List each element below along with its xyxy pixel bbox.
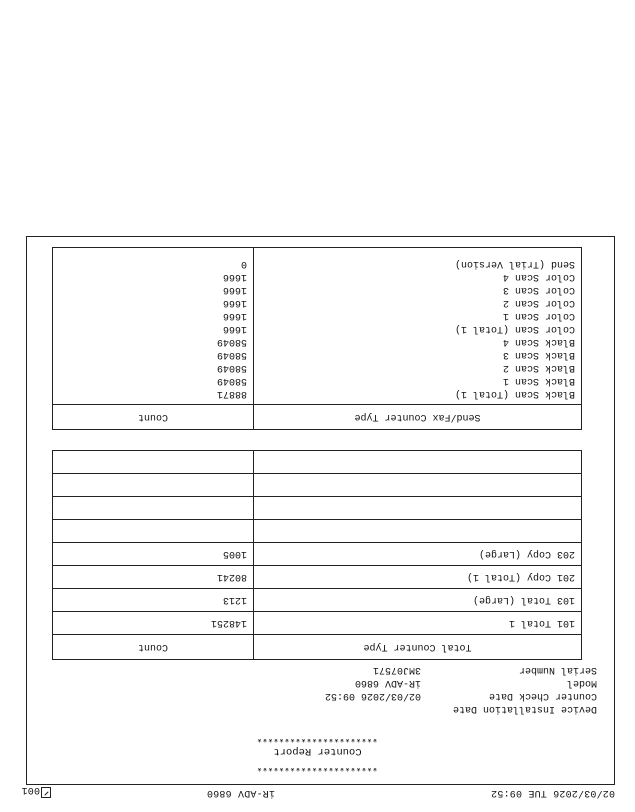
- counter-type: Black Scan 2: [502, 362, 575, 373]
- send-fax-count-list: [53, 248, 254, 405]
- counter-type: Color Scan (Total 1): [454, 323, 575, 334]
- send-fax-body: [53, 248, 582, 405]
- counter-count: 1666: [222, 284, 247, 295]
- fax-page-number: 001: [21, 784, 40, 795]
- counter-count: 1666: [222, 310, 247, 321]
- counter-type: [254, 520, 582, 543]
- counter-count: 1005: [53, 543, 254, 566]
- page-icon: [41, 787, 51, 798]
- counter-type: [254, 497, 582, 520]
- counter-type: [254, 474, 582, 497]
- counter-count: 88871: [216, 388, 247, 399]
- counter-count: [53, 451, 254, 474]
- counter-type: 201 Copy (Total 1): [254, 566, 582, 589]
- counter-count: 1666: [222, 323, 247, 334]
- table-row-empty: [53, 497, 582, 520]
- counter-count: 58049: [216, 336, 247, 347]
- counter-type: Color Scan 3: [502, 284, 575, 295]
- report-title: Counter Report: [273, 745, 362, 757]
- counter-type: Color Scan 1: [502, 310, 575, 321]
- table-header-row: [53, 635, 582, 660]
- counter-count: 58049: [216, 349, 247, 360]
- counter-type: 203 Copy (Large): [254, 543, 582, 566]
- counter-type: Black Scan 1: [502, 375, 575, 386]
- counter-type: Black Scan 4: [502, 336, 575, 347]
- counter-type: Color Scan 4: [502, 271, 575, 282]
- table-row: [53, 612, 582, 635]
- counter-count: 1213: [53, 589, 254, 612]
- send-fax-counter-table: [52, 247, 582, 430]
- table-header-row: [53, 405, 582, 430]
- info-value-check-date: 02/03/2026 09:52: [324, 690, 421, 701]
- counter-type: 103 Total (Large): [254, 589, 582, 612]
- counter-count: 58049: [216, 362, 247, 373]
- table-row-empty: [53, 474, 582, 497]
- counter-type: Black Scan 3: [502, 349, 575, 360]
- header-count: Count: [53, 405, 254, 430]
- counter-count: 1666: [222, 297, 247, 308]
- stars-bottom: **********************: [256, 731, 379, 742]
- counter-count: [53, 474, 254, 497]
- counter-count: 58049: [216, 375, 247, 386]
- table-row-empty: [53, 520, 582, 543]
- counter-type: Send (Trial Version): [454, 258, 575, 269]
- counter-count: 0: [240, 258, 247, 269]
- counter-type: 101 Total 1: [254, 612, 582, 635]
- counter-count: [53, 497, 254, 520]
- table-row-empty: [53, 451, 582, 474]
- header-total-counter-type: Total Counter Type: [254, 635, 582, 660]
- counter-count: 148251: [53, 612, 254, 635]
- table-row: [53, 589, 582, 612]
- fax-header-datetime: 02/03/2026 TUE 09:52: [490, 787, 615, 798]
- counter-type: Color Scan 2: [502, 297, 575, 308]
- stars-top: **********************: [256, 760, 379, 771]
- fax-header-page: [21, 784, 51, 798]
- header-send-fax-counter-type: Send/Fax Counter Type: [254, 405, 582, 430]
- counter-type: [254, 451, 582, 474]
- info-value-model: iR-ADV 6860: [354, 677, 421, 688]
- info-label-model: Model: [566, 677, 597, 688]
- fax-header-device: iR-ADV 6860: [206, 787, 275, 798]
- table-row: [53, 566, 582, 589]
- table-row: [53, 543, 582, 566]
- info-label-serial: Serial Number: [518, 664, 597, 675]
- info-label-installation-date: Device Installation Date: [452, 703, 597, 714]
- counter-count: 1666: [222, 271, 247, 282]
- counter-count: [53, 520, 254, 543]
- info-label-check-date: Counter Check Date: [488, 690, 597, 701]
- counter-count: 80241: [53, 566, 254, 589]
- total-counter-table: [52, 450, 582, 660]
- send-fax-type-list: [254, 248, 582, 405]
- counter-type: Black Scan (Total 1): [454, 388, 575, 399]
- info-value-serial: 3MJ07571: [372, 664, 421, 675]
- header-count: Count: [53, 635, 254, 660]
